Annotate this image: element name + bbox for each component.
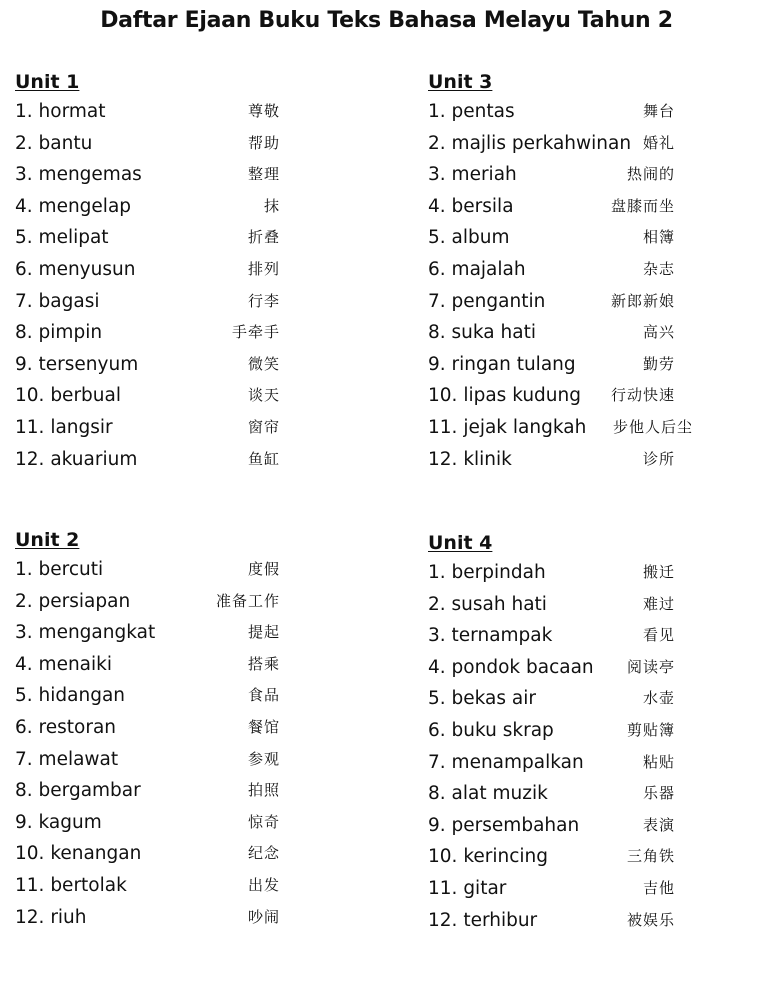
item-number: 1. — [15, 559, 33, 580]
chinese-translation: 行李 — [247, 291, 280, 310]
malay-word: bantu — [38, 132, 93, 154]
vocab-row — [15, 128, 315, 160]
item-number: 2. — [428, 593, 446, 615]
malay-word: akuarium — [50, 448, 138, 470]
vocab-row — [15, 254, 315, 286]
item-number: 8. — [428, 322, 446, 344]
unit-heading: Unit 3 — [428, 71, 493, 93]
chinese-translation: 鱼缸 — [247, 449, 280, 468]
item-number: 6. — [428, 258, 446, 280]
unit-heading: Unit 1 — [15, 71, 80, 93]
vocab-row — [428, 747, 728, 779]
chinese-translation: 看见 — [642, 626, 675, 645]
malay-word: terhibur — [463, 909, 538, 931]
malay-word: gitar — [463, 877, 507, 899]
chinese-translation: 尊敬 — [247, 102, 280, 120]
chinese-translation: 手牵手 — [231, 323, 280, 342]
vocab-row — [428, 159, 728, 191]
item-number: 10. — [15, 385, 45, 407]
malay-word: jejak langkah — [463, 416, 587, 438]
vocab-row — [428, 191, 728, 223]
chinese-translation: 阅读亭 — [626, 657, 675, 676]
chinese-translation: 窗帘 — [247, 417, 280, 436]
malay-word: alat muzik — [451, 783, 548, 805]
malay-word: persiapan — [38, 590, 131, 612]
malay-word: kenangan — [50, 843, 142, 865]
chinese-translation: 高兴 — [642, 323, 675, 342]
item-number: 11. — [428, 416, 458, 438]
vocab-row — [428, 317, 728, 349]
vocab-row — [428, 349, 728, 381]
item-number: 10. — [428, 846, 458, 868]
chinese-translation: 杂志 — [642, 259, 675, 278]
chinese-translation: 水壶 — [642, 689, 675, 708]
malay-word: bertolak — [50, 874, 127, 896]
malay-word: tersenyum — [38, 353, 139, 375]
malay-word: pentas — [451, 101, 515, 122]
item-number: 4. — [428, 656, 446, 678]
vocab-row — [15, 649, 315, 681]
malay-word: ringan tulang — [451, 353, 576, 375]
chinese-translation: 盘膝而坐 — [610, 196, 675, 215]
vocab-row — [428, 589, 728, 621]
vocab-row — [15, 712, 315, 744]
malay-word: majlis perkahwinan — [451, 132, 632, 154]
item-number: 9. — [428, 814, 446, 836]
malay-word: persembahan — [451, 814, 580, 836]
vocab-row — [428, 810, 728, 842]
vocab-row — [428, 222, 728, 254]
item-number: 9. — [428, 353, 446, 375]
vocab-row — [428, 778, 728, 810]
vocab-row — [15, 96, 315, 128]
chinese-translation: 勤劳 — [642, 354, 675, 373]
malay-word: menaiki — [38, 653, 113, 675]
malay-word: pengantin — [451, 290, 546, 312]
vocab-row — [428, 620, 728, 652]
chinese-translation: 搬迁 — [642, 563, 675, 581]
vocab-row — [15, 349, 315, 381]
vocab-row — [428, 873, 728, 905]
chinese-translation: 表演 — [642, 815, 675, 834]
malay-word: melipat — [38, 227, 109, 249]
chinese-translation: 热闹的 — [626, 165, 675, 184]
malay-word: melawat — [38, 748, 119, 770]
vocab-row — [15, 586, 315, 618]
chinese-translation: 乐器 — [642, 784, 675, 803]
item-number: 1. — [428, 101, 446, 122]
vocab-row — [428, 652, 728, 684]
malay-word: mengelap — [38, 195, 132, 217]
item-number: 12. — [15, 906, 45, 928]
chinese-translation: 提起 — [247, 623, 280, 642]
vocab-row — [428, 96, 728, 128]
vocab-row — [15, 412, 315, 444]
chinese-translation: 谈天 — [247, 386, 280, 405]
chinese-translation: 惊奇 — [247, 812, 280, 831]
malay-word: hidangan — [38, 685, 126, 707]
vocab-row — [428, 683, 728, 715]
chinese-translation: 吵闹 — [247, 907, 280, 926]
malay-word: riuh — [50, 906, 87, 928]
item-number: 4. — [15, 653, 33, 675]
chinese-translation: 微笑 — [247, 354, 280, 373]
unit-1-list — [15, 68, 315, 475]
unit-4-list — [428, 529, 728, 936]
item-number: 11. — [15, 874, 45, 896]
item-number: 1. — [428, 562, 446, 583]
chinese-translation: 被娱乐 — [626, 910, 675, 929]
malay-word: bekas air — [451, 688, 536, 710]
item-number: 7. — [428, 751, 446, 773]
malay-word: mengangkat — [38, 622, 156, 644]
chinese-translation: 粘贴 — [642, 752, 675, 771]
item-number: 7. — [428, 290, 446, 312]
vocab-row — [15, 902, 315, 934]
item-number: 2. — [15, 590, 33, 612]
item-number: 6. — [15, 258, 33, 280]
vocab-row — [15, 444, 315, 476]
item-number: 6. — [15, 716, 33, 738]
item-number: 7. — [15, 748, 33, 770]
malay-word: hormat — [38, 101, 106, 122]
vocab-row — [15, 380, 315, 412]
malay-word: klinik — [463, 448, 512, 470]
chinese-translation: 拍照 — [247, 781, 280, 800]
chinese-translation: 帮助 — [247, 133, 280, 152]
vocab-row — [15, 807, 315, 839]
vocab-row — [428, 380, 728, 412]
chinese-translation: 相簿 — [642, 228, 675, 247]
vocab-row — [428, 905, 728, 937]
item-number: 3. — [15, 622, 33, 644]
chinese-translation: 步他人后尘 — [612, 417, 693, 436]
item-number: 2. — [15, 132, 33, 154]
malay-word: mengemas — [38, 164, 142, 186]
item-number: 12. — [428, 448, 458, 470]
malay-word: menyusun — [38, 258, 136, 280]
vocab-row — [15, 870, 315, 902]
chinese-translation: 难过 — [642, 594, 675, 613]
vocab-row — [15, 191, 315, 223]
vocab-row — [15, 838, 315, 870]
item-number: 1. — [15, 101, 33, 122]
vocab-row — [428, 841, 728, 873]
item-number: 5. — [15, 685, 33, 707]
item-number: 8. — [15, 780, 33, 802]
malay-word: menampalkan — [451, 751, 584, 773]
chinese-translation: 搭乘 — [247, 654, 280, 673]
item-number: 6. — [428, 719, 446, 741]
chinese-translation: 舞台 — [642, 102, 675, 120]
chinese-translation: 整理 — [247, 165, 280, 184]
vocab-row — [15, 222, 315, 254]
chinese-translation: 剪贴簿 — [626, 720, 675, 739]
vocab-row — [15, 617, 315, 649]
chinese-translation: 纪念 — [247, 844, 280, 863]
malay-word: meriah — [451, 164, 517, 186]
vocab-row — [15, 775, 315, 807]
malay-word: bergambar — [38, 780, 141, 802]
malay-word: majalah — [451, 258, 526, 280]
page-title: Daftar Ejaan Buku Teks Bahasa Melayu Tahun 2 — [100, 8, 673, 33]
malay-word: buku skrap — [451, 719, 554, 741]
unit-3-list — [428, 68, 728, 475]
item-number: 12. — [15, 448, 45, 470]
vocab-row — [428, 444, 728, 476]
item-number: 12. — [428, 909, 458, 931]
vocab-row — [15, 680, 315, 712]
item-number: 4. — [428, 195, 446, 217]
chinese-translation: 行动快速 — [610, 386, 675, 405]
item-number: 3. — [428, 625, 446, 647]
unit-heading: Unit 2 — [15, 529, 80, 551]
item-number: 9. — [15, 353, 33, 375]
malay-word: berpindah — [451, 562, 546, 583]
vocab-row — [15, 554, 315, 586]
chinese-translation: 折叠 — [247, 228, 280, 247]
malay-word: lipas kudung — [463, 385, 581, 407]
item-number: 5. — [428, 688, 446, 710]
chinese-translation: 排列 — [247, 259, 280, 278]
vocab-row — [428, 715, 728, 747]
malay-word: susah hati — [451, 593, 547, 615]
chinese-translation: 三角铁 — [626, 847, 675, 866]
item-number: 10. — [428, 385, 458, 407]
item-number: 10. — [15, 843, 45, 865]
item-number: 11. — [428, 877, 458, 899]
chinese-translation: 准备工作 — [215, 591, 280, 610]
chinese-translation: 出发 — [247, 875, 280, 894]
vocab-row — [428, 412, 728, 444]
item-number: 2. — [428, 132, 446, 154]
chinese-translation: 婚礼 — [642, 133, 675, 152]
malay-word: restoran — [38, 716, 117, 738]
item-number: 3. — [428, 164, 446, 186]
malay-word: kagum — [38, 811, 102, 833]
malay-word: pimpin — [38, 322, 103, 344]
chinese-translation: 度假 — [247, 560, 280, 578]
vocab-row — [428, 128, 728, 160]
malay-word: bagasi — [38, 290, 100, 312]
vocab-row — [15, 317, 315, 349]
vocab-row — [428, 557, 728, 589]
malay-word: album — [451, 227, 510, 249]
vocab-row — [428, 254, 728, 286]
unit-2-list — [15, 526, 315, 933]
malay-word: berbual — [50, 385, 121, 407]
chinese-translation: 参观 — [247, 749, 280, 768]
chinese-translation: 餐馆 — [247, 717, 280, 736]
item-number: 5. — [428, 227, 446, 249]
item-number: 9. — [15, 811, 33, 833]
malay-word: langsir — [50, 416, 113, 438]
malay-word: ternampak — [451, 625, 553, 647]
malay-word: bersila — [451, 195, 514, 217]
chinese-translation: 抹 — [263, 196, 280, 215]
item-number: 8. — [15, 322, 33, 344]
malay-word: bercuti — [38, 559, 104, 580]
chinese-translation: 新郎新娘 — [610, 291, 675, 310]
vocab-row — [15, 286, 315, 318]
malay-word: kerincing — [463, 846, 548, 868]
chinese-translation: 食品 — [247, 686, 280, 705]
vocab-row — [428, 286, 728, 318]
malay-word: pondok bacaan — [451, 656, 594, 678]
item-number: 4. — [15, 195, 33, 217]
vocab-row — [15, 159, 315, 191]
vocab-row — [15, 744, 315, 776]
chinese-translation: 吉他 — [642, 878, 675, 897]
malay-word: suka hati — [451, 322, 536, 344]
item-number: 3. — [15, 164, 33, 186]
item-number: 5. — [15, 227, 33, 249]
unit-heading: Unit 4 — [428, 532, 493, 554]
item-number: 8. — [428, 783, 446, 805]
item-number: 7. — [15, 290, 33, 312]
item-number: 11. — [15, 416, 45, 438]
chinese-translation: 诊所 — [642, 449, 675, 468]
